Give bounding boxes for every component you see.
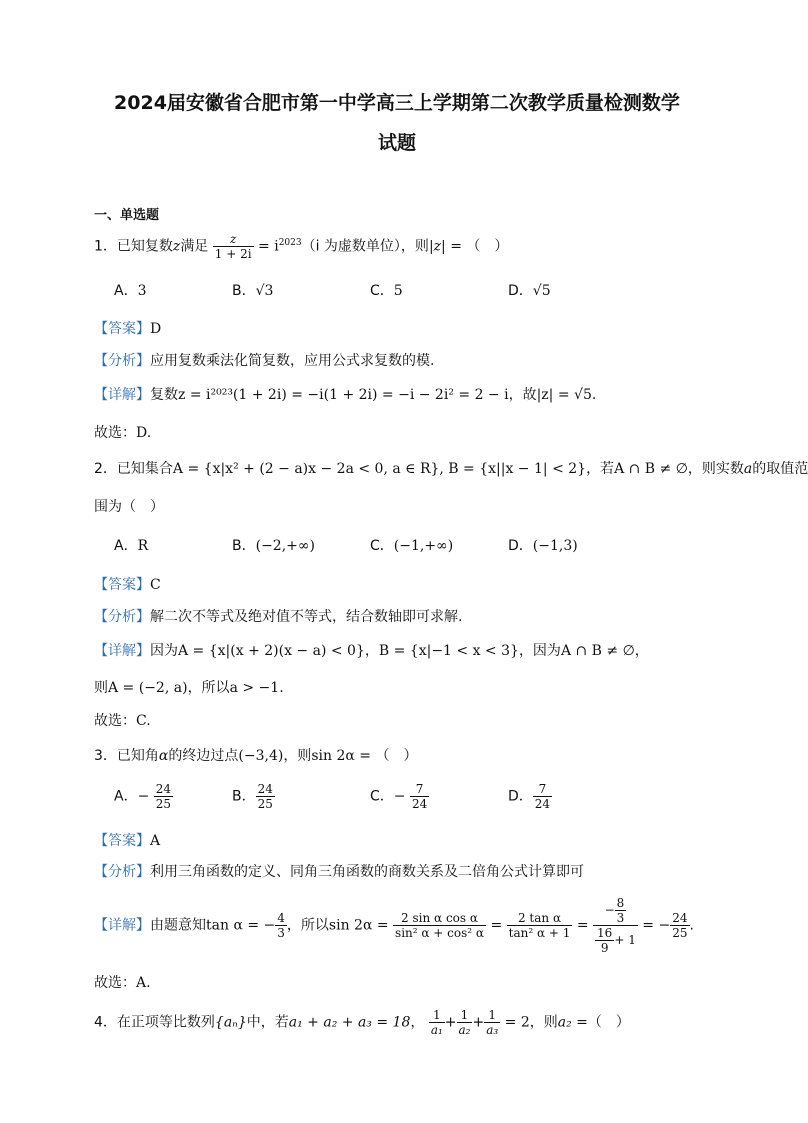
section-heading: 一、单选题 (94, 208, 160, 223)
q1-num: 1．已知复数 (94, 238, 173, 255)
q2-analysis: 【分析】解二次不等式及绝对值不等式，结合数轴即可求解. (94, 609, 463, 625)
question-3-stem: 3．已知角α的终边过点(−3,4)，则sin 2α = （ ） (94, 748, 418, 764)
q1-frac-num: z (213, 232, 254, 247)
q1-fraction (213, 232, 254, 261)
q2-option-b: B．(−2,+∞) (232, 538, 316, 554)
q3-choose: 故选：A. (94, 975, 151, 991)
q1-rhs: = i (258, 238, 279, 255)
q3-compound-fraction: − $\frac{8}{3}$ $\frac{16}{9}$ + 1 (593, 896, 638, 955)
q1-option-d: D．√5 (508, 283, 551, 299)
q1-ask: = （ ） (445, 238, 509, 255)
document-title-line2: 试题 (377, 132, 416, 154)
q1-note: （i 为虚数单位），则 (301, 238, 429, 255)
q2-detail-line2: 则A = (−2, a)，所以a > −1. (94, 680, 284, 696)
q3-detail: 【详解】由题意知tan α = − $\frac{4}{3}$ ，所以sin 2α = $\frac{\text{2 sin α cos α}}{\text{sin² α + cos² α}}$ = $\frac{\text{2 tan α}}{\text{tan² α + 1}}$ = − $\frac{8}{3}$ $\frac{16}{9}$ + 1 = − $\frac{24}{25}$ . (94, 896, 694, 955)
detail-tag: 【详解】 (94, 387, 150, 403)
q1-modz: |z| (428, 238, 446, 255)
question-1-stem (94, 232, 508, 261)
q3-option-b: B． $\frac{24}{25}$ (232, 782, 273, 811)
q1-option-a: A．3 (114, 283, 147, 299)
q1-option-c: C．5 (370, 283, 403, 299)
q1-satisfy: 满足 (180, 238, 209, 255)
q3-option-d: D． $\frac{7}{24}$ (508, 782, 551, 811)
q3-option-c: C．− $\frac{7}{24}$ (370, 782, 428, 811)
q2-answer: 【答案】C (94, 577, 161, 593)
q1-choose: 故选：D. (94, 425, 152, 441)
analysis-tag: 【分析】 (94, 353, 150, 369)
q2-choose: 故选：C. (94, 713, 151, 729)
answer-tag: 【答案】 (94, 321, 150, 337)
q3-answer: 【答案】A (94, 833, 161, 849)
q3-option-a: A．− $\frac{24}{25}$ (114, 782, 172, 811)
q1-detail: 【详解】复数z = i²⁰²³(1 + 2i) = −i(1 + 2i) = −i − 2i² = 2 − i，故|z| = √5. (94, 387, 597, 403)
q1-var: z (172, 238, 181, 255)
q1-frac-den: 1 + 2i (214, 247, 252, 261)
question-2-stem: 2．已知集合A = {x|x² + (2 − a)x − 2a < 0, a ∈ R}, B = {x||x − 1| < 2}，若A ∩ B ≠ ∅，则实数a的取值范 (94, 461, 808, 477)
q1-answer: 【答案】D (94, 321, 162, 337)
q2-detail: 【详解】因为A = {x|(x + 2)(x − a) < 0}，B = {x|−1 < x < 3}，因为A ∩ B ≠ ∅， (94, 643, 649, 659)
q2-option-a: A．R (114, 538, 149, 554)
q1-analysis: 【分析】应用复数乘法化简复数，应用公式求复数的模. (94, 353, 435, 369)
q2-option-d: D．(−1,3) (508, 538, 578, 554)
q1-exp: 2023 (278, 237, 302, 248)
document-title-line1: 2024届安徽省合肥市第一中学高三上学期第二次教学质量检测数学 (114, 92, 680, 114)
q3-analysis: 【分析】利用三角函数的定义、同角三角函数的商数关系及二倍角公式计算即可 (94, 864, 584, 880)
q2-sets: A = {x|x² + (2 − a)x − 2a < 0, a ∈ R}, B = {x||x − 1| < 2} (172, 461, 587, 477)
q1-option-b: B．√3 (232, 283, 274, 299)
question-4-stem: 4．在正项等比数列{aₙ}中，若a₁ + a₂ + a₃ = 18， $\frac{1}{\text{a₁}}$ + $\frac{1}{\text{a₂}}$ + $\frac{1}{\text{a₃}}$ = 2，则a₂ =（ ） (94, 1008, 630, 1037)
q2-option-c: C．(−1,+∞) (370, 538, 454, 554)
question-2-stem-line2: 围为（ ） (94, 499, 164, 515)
